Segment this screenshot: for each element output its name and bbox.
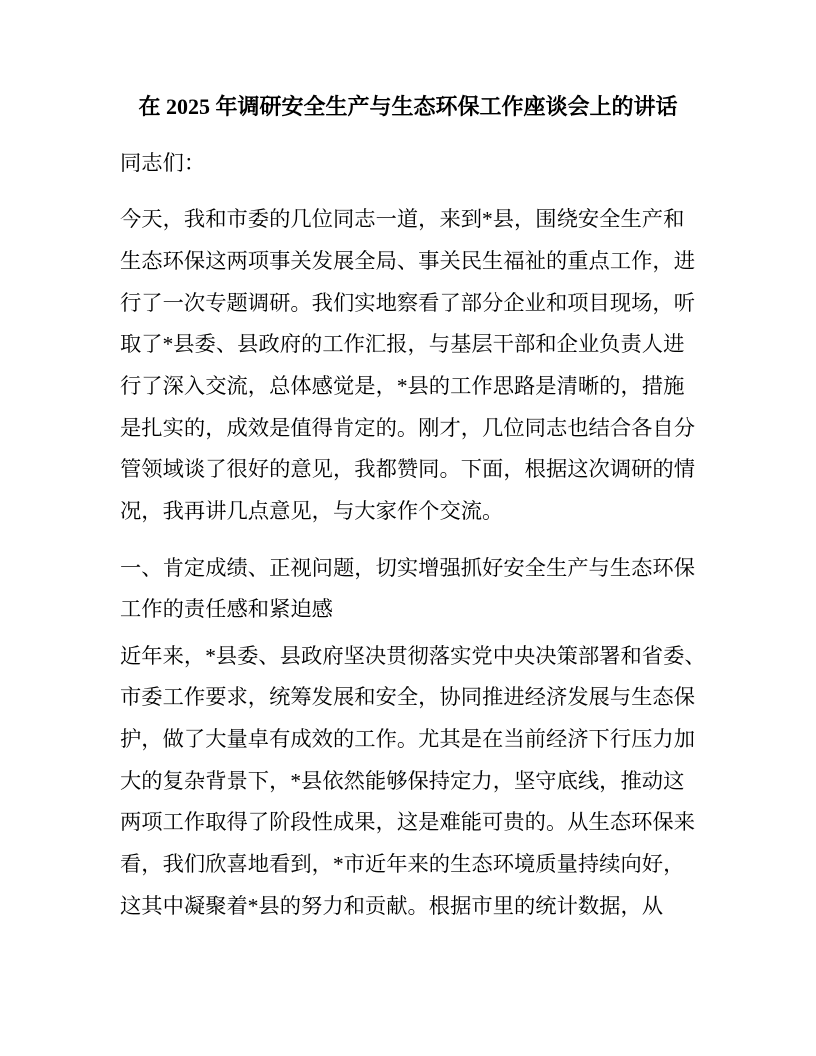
text-line: 工作的责任感和紧迫感 <box>120 597 333 622</box>
text-line: 行了深入交流，总体感觉是，*县的工作思路是清晰的，措施 <box>120 373 685 398</box>
text-line: 同志们： <box>120 150 206 175</box>
section-heading <box>120 548 696 631</box>
text-line: 看，我们欣喜地看到，*市近年来的生态环境质量持续向好， <box>120 852 685 877</box>
text-line: 两项工作取得了阶段性成果，这是难能可贵的。从生态环保来 <box>120 810 696 835</box>
text-line: 市委工作要求，统筹发展和安全，协同推进经济发展与生态保 <box>120 685 696 710</box>
document-body <box>120 143 706 928</box>
text-line: 一、肯定成绩、正视问题，切实增强抓好安全生产与生态环保 <box>120 555 696 580</box>
text-line: 管领域谈了很好的意见，我都赞同。下面，根据这次调研的情 <box>120 457 696 482</box>
text-line: 取了*县委、县政府的工作汇报，与基层干部和企业负责人进 <box>120 332 685 357</box>
text-line: 今天，我和市委的几位同志一道，来到*县，围绕安全生产和 <box>120 207 685 232</box>
text-line: 生态环保这两项事关发展全局、事关民生福祉的重点工作，进 <box>120 248 696 273</box>
text-line: 护，做了大量卓有成效的工作。尤其是在当前经济下行压力加 <box>120 727 696 752</box>
text-line: 近年来，*县委、县政府坚决贯彻落实党中央决策部署和省委、 <box>120 643 706 668</box>
text-line: 这其中凝聚着*县的努力和贡献。根据市里的统计数据，从 <box>120 893 664 918</box>
document-title: 在 2025 年调研安全生产与生态环保工作座谈会上的讲话 <box>138 94 678 119</box>
paragraph <box>120 199 696 532</box>
text-line: 是扎实的，成效是值得肯定的。刚才，几位同志也结合各自分 <box>120 415 696 440</box>
text-line: 行了一次专题调研。我们实地察看了部分企业和项目现场，听 <box>120 290 696 315</box>
paragraph <box>120 636 706 928</box>
text-line: 况，我再讲几点意见，与大家作个交流。 <box>120 498 504 523</box>
paragraph <box>120 143 696 185</box>
text-line: 大的复杂背景下，*县依然能够保持定力，坚守底线，推动这 <box>120 768 685 793</box>
